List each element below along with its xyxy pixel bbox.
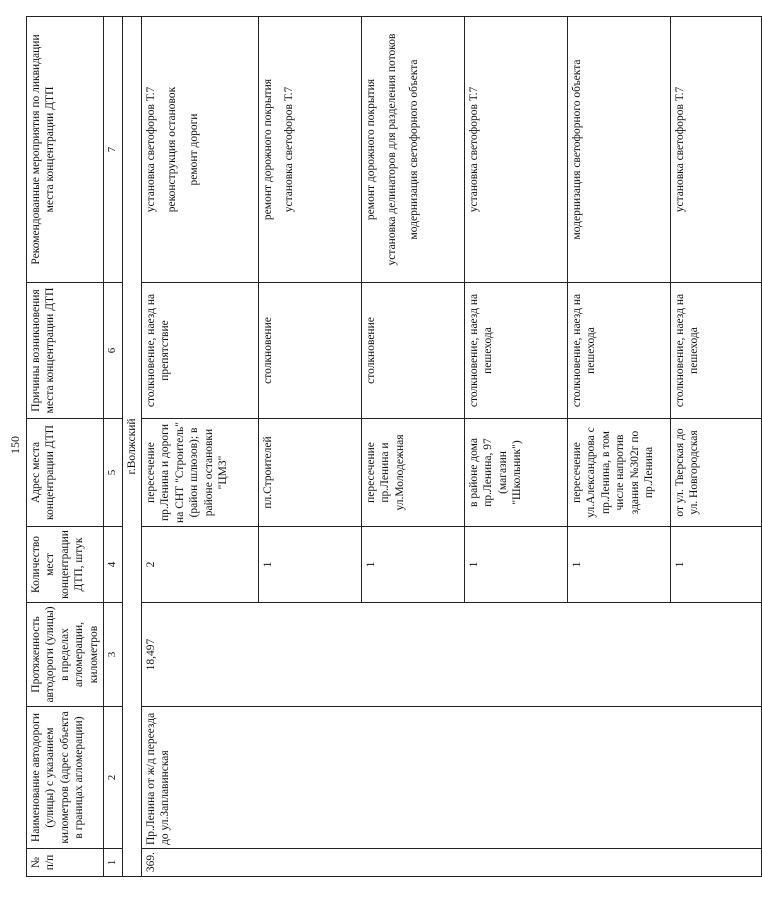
page-number: 150 [8,436,22,454]
table-row [142,17,259,877]
header-length: Протяженность автодороги (улицы) в пределах агломерации, километров [27,603,104,707]
dtp-cause: столкновение, наезд на пешехода [671,283,762,419]
measures-cell [465,17,568,283]
column-number: 4 [103,527,122,603]
column-number: 1 [103,849,122,877]
header-causes: Причины возникновения места концентрации ДТП [27,283,104,419]
column-number-row [103,17,122,877]
measures-cell [568,17,671,283]
dtp-address: от ул. Тверская до ул. Новгородская [671,419,762,527]
dtp-address: в районе дома пр.Ленина, 97 (магазин "Школьник") [465,419,568,527]
column-number: 3 [103,603,122,707]
dtp-cause: столкновение, наезд на пешехода [568,283,671,419]
dtp-address: пересечение ул.Александрова с пр.Ленина, в том числе напротив здания №302г по пр.Ленина [568,419,671,527]
column-number: 2 [103,707,122,849]
measure-item: модернизация светофорного объекта [571,59,583,240]
dtp-count: 1 [568,527,671,603]
measure-item: ремонт дороги [187,113,200,186]
measures-cell [142,17,259,283]
header-idx: № п/п [27,849,104,877]
dtp-count: 2 [142,527,259,603]
measure-item: установка светофоров Т.7 [145,86,157,213]
measure-item: установка светофоров Т.7 [674,86,686,213]
measure-item: ремонт дорожного покрытия [365,78,377,221]
measure-item: модернизация светофорного объекта [407,59,420,240]
measure-item: реконструкция остановок [166,86,179,213]
header-measures: Рекомендованные мероприятия по ликвидации места концентрации ДТП [27,17,104,283]
column-number: 7 [103,17,122,283]
measures-cell [362,17,465,283]
row-index: 369. [142,849,762,877]
header-count: Количество мест концентрации ДТП, штук [27,527,104,603]
region-label: г.Волжский [122,17,141,877]
header-address: Адрес места концентрации ДТП [27,419,104,527]
column-number: 5 [103,419,122,527]
dtp-address: пересечение пр.Ленина и ул.Молодежная [362,419,465,527]
measures-cell [671,17,762,283]
measure-item: установка светофоров Т.7 [283,86,296,213]
dtp-cause: столкновение [362,283,465,419]
dtp-cause: столкновение, наезд на препятствие [142,283,259,419]
measures-cell [259,17,362,283]
dtp-address: пл.Строителей [259,419,362,527]
dtp-count: 1 [259,527,362,603]
dtp-cause: столкновение, наезд на пешехода [465,283,568,419]
dtp-address: пересечение пр.Ленина и дороги на СНТ "Строитель" (район шлюзов); в районе остановки "ЦМЗ" [142,419,259,527]
measure-item: установка светофоров Т.7 [468,86,480,213]
header-row [27,17,104,877]
region-row [122,17,141,877]
dtp-count: 1 [671,527,762,603]
measure-item: установка делинаторов для разделения потоков [386,33,399,266]
dtp-count: 1 [465,527,568,603]
dtp-cause: столкновение [259,283,362,419]
dtp-concentration-table [26,16,762,877]
measure-item: ремонт дорожного покрытия [262,78,274,221]
column-number: 6 [103,283,122,419]
dtp-count: 1 [362,527,465,603]
road-name: Пр.Ленина от ж/д переезда до ул.Заплавинская [142,707,762,849]
header-road-name: Наименование автодороги (улицы) с указанием километров (адрес объекта в границах агломерации) [27,707,104,849]
road-length: 18,497 [142,603,762,707]
